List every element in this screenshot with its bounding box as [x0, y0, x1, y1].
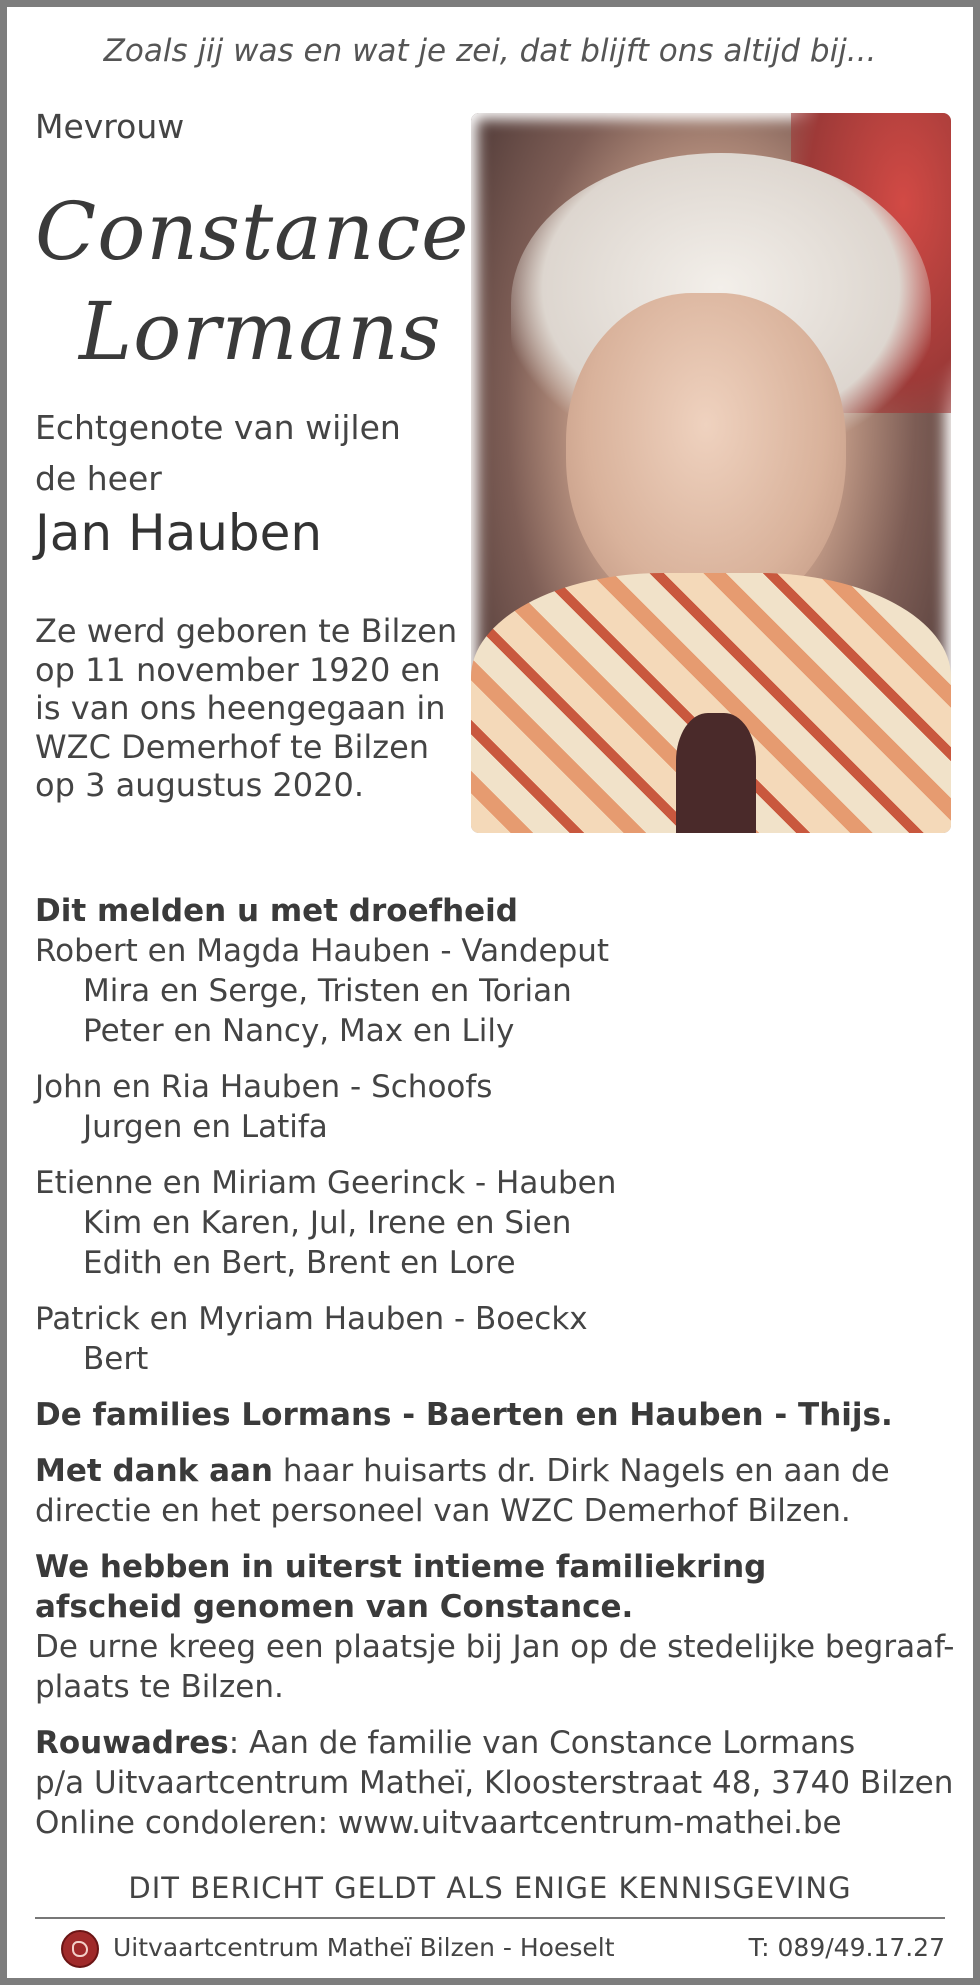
thanks-lead: Met dank aan [35, 1453, 273, 1489]
families-line: De families Lormans - Baerten en Hauben - Thijs. [35, 1397, 893, 1433]
portrait-photo [471, 113, 951, 833]
family-main: Patrick en Myriam Hauben - Boeckx [35, 1301, 588, 1337]
bio-line: is van ons heengegaan in [35, 689, 446, 727]
photo-dress-detail [676, 713, 756, 833]
family-main: Robert en Magda Hauben - Vandeput [35, 933, 610, 969]
spouse-intro [35, 402, 401, 504]
bio-line: WZC Demerhof te Bilzen [35, 727, 430, 766]
title-mevrouw: Mevrouw [35, 107, 185, 146]
deceased-first-name: Constance [35, 185, 470, 278]
family-child: Kim en Karen, Jul, Irene en Sien [83, 1205, 572, 1241]
deceased-last-name: Lormans [79, 285, 442, 378]
bio-line: op 11 november 1920 en [35, 650, 441, 689]
farewell-bold: We hebben in uiterst intieme familiekring [35, 1549, 767, 1585]
family-main: Etienne en Miriam Geerinck - Hauben [35, 1165, 617, 1201]
thanks-line: haar huisarts dr. Dirk Nagels en aan de [272, 1453, 890, 1489]
farewell-line: De urne kreeg een plaatsje bij Jan op de stedelijke begraaf- [35, 1629, 955, 1665]
farewell-block [35, 1547, 955, 1707]
family-child: Edith en Bert, Brent en Lore [83, 1245, 516, 1281]
address-lead: Rouwadres [35, 1725, 229, 1761]
farewell-line: plaats te Bilzen. [35, 1669, 284, 1705]
thanks-line: directie en het personeel van WZC Demerhof Bilzen. [35, 1493, 851, 1529]
thanks-block [35, 1451, 955, 1531]
family-main: John en Ria Hauben - Schoofs [35, 1069, 493, 1105]
farewell-bold: afscheid genomen van Constance. [35, 1589, 634, 1625]
bio-line: op 3 augustus 2020. [35, 766, 365, 804]
obituary-card [7, 7, 973, 1978]
spouse-name: Jan Hauben [35, 504, 323, 562]
condolence-link[interactable]: Online condoleren: www.uitvaartcentrum-mathei.be [35, 1805, 842, 1841]
motto: Zoals jij was en wat je zei, dat blijft ons altijd bij... [103, 33, 877, 69]
bio [35, 612, 457, 805]
divider [35, 1917, 945, 1919]
family-child: Mira en Serge, Tristen en Torian [83, 973, 572, 1009]
family-child: Jurgen en Latifa [83, 1109, 328, 1145]
family-section [35, 891, 955, 1843]
funeral-home-phone: T: 089/49.17.27 [748, 1933, 945, 1962]
bio-line: Ze werd geboren te Bilzen [35, 612, 458, 650]
address-block [35, 1723, 955, 1843]
family-child: Peter en Nancy, Max en Lily [83, 1013, 515, 1049]
notice: DIT BERICHT GELDT ALS ENIGE KENNISGEVING [128, 1871, 852, 1905]
address-line: p/a Uitvaartcentrum Matheï, Kloosterstraat 48, 3740 Bilzen [35, 1765, 954, 1801]
family-child: Bert [83, 1341, 149, 1377]
spouse-intro-line: Echtgenote van wijlen [35, 408, 401, 447]
rose-logo-icon [61, 1930, 99, 1968]
funeral-home-name: Uitvaartcentrum Matheï Bilzen - Hoeselt [113, 1933, 615, 1962]
address-line: : Aan de familie van Constance Lormans [228, 1725, 856, 1761]
footer [35, 1930, 945, 1970]
announce-heading: Dit melden u met droefheid [35, 893, 518, 929]
spouse-intro-line: de heer [35, 459, 162, 498]
